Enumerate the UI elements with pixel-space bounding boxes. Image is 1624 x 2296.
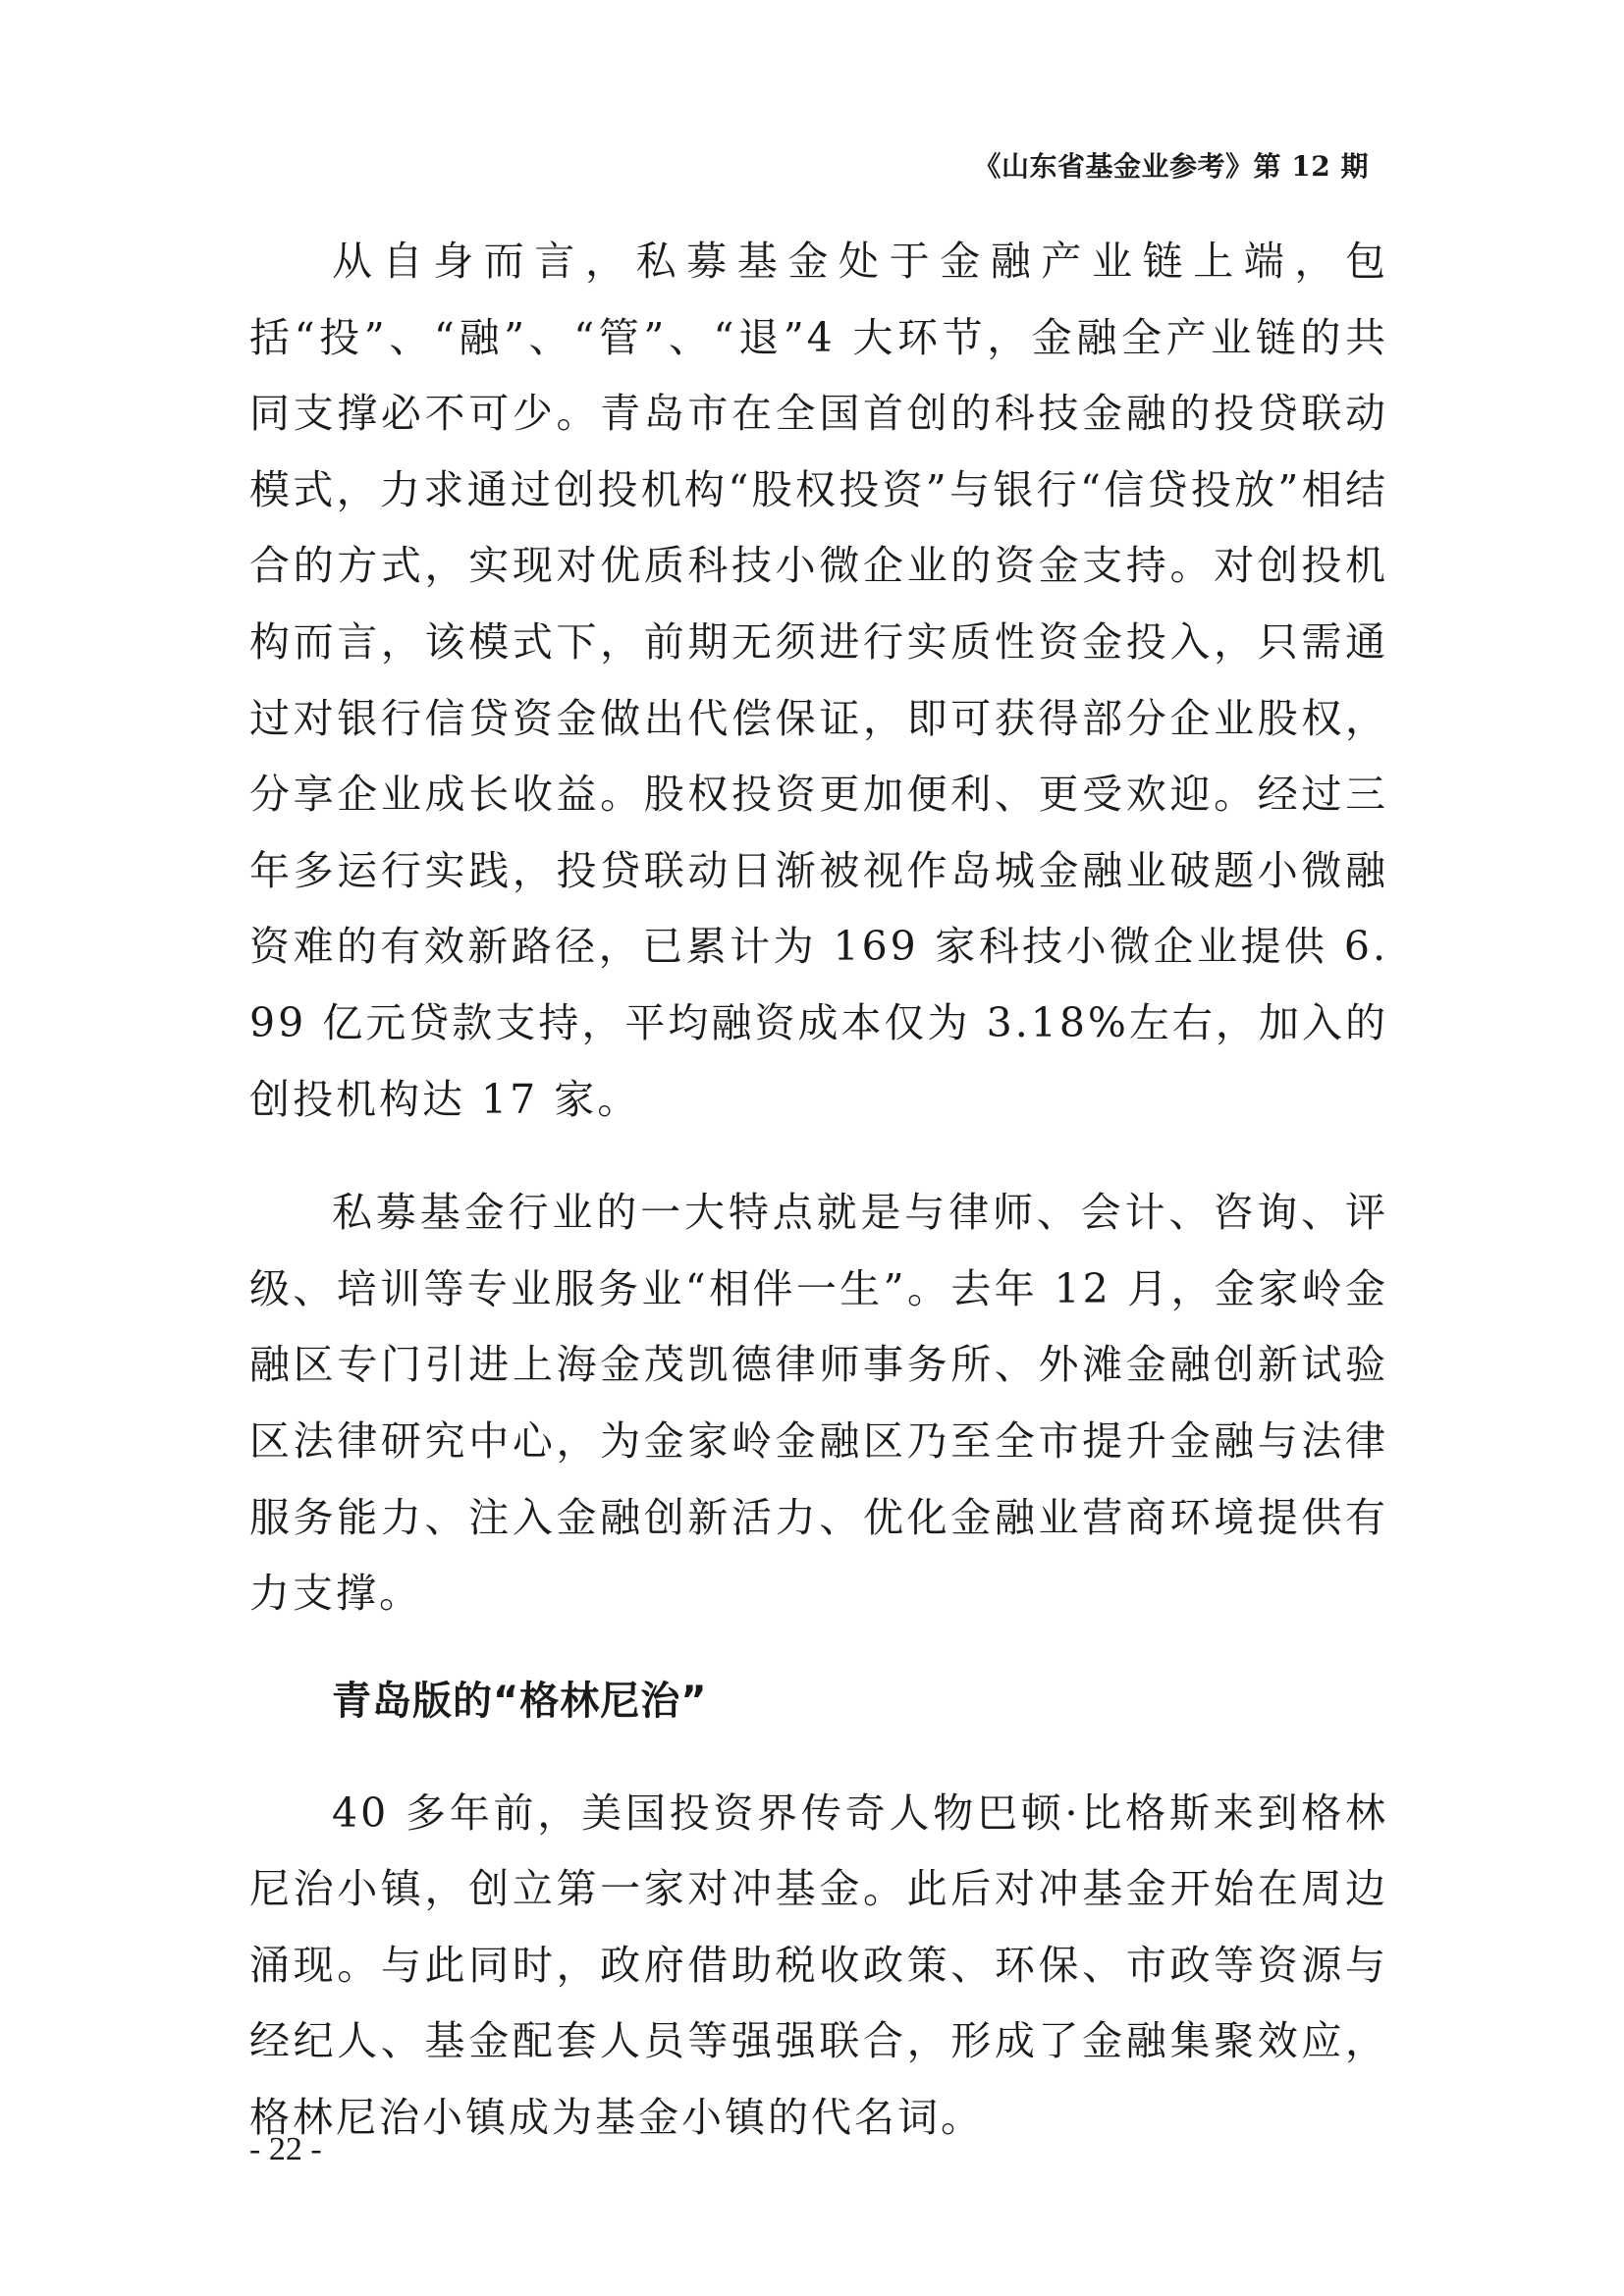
article-body <box>249 224 1388 2157</box>
body-paragraph: 40 多年前，美国投资界传奇人物巴顿·比格斯来到格林尼治小镇，创立第一家对冲基金。此后对冲基金开始在周边涌现。与此同时，政府借助税收政策、环保、市政等资源与经纪人、基金配套人员等强强联合，形成了金融集聚效应，格林尼治小镇成为基金小镇的代名词。 <box>249 1789 1388 2142</box>
page-number: - 22 - <box>249 2131 322 2167</box>
body-paragraph: 私募基金行业的一大特点就是与律师、会计、咨询、评级、培训等专业服务业“相伴一生”。去年 12 月，金家岭金融区专门引进上海金茂凯德律师事务所、外滩金融创新试验区法律研究中心，为金家岭金融区乃至全市提升金融与法律服务能力、注入金融创新活力、优化金融业营商环境提供有力支撑。 <box>249 1189 1388 1618</box>
body-paragraph: 从自身而言，私募基金处于金融产业链上端，包括“投”、“融”、“管”、“退”4 大环节，金融全产业链的共同支撑必不可少。青岛市在全国首创的科技金融的投贷联动模式，力求通过创投机构“股权投资”与银行“信贷投放”相结合的方式，实现对优质科技小微企业的资金支持。对创投机构而言，该模式下，前期无须进行实质性资金投入，只需通过对银行信贷资金做出代偿保证，即可获得部分企业股权，分享企业成长收益。股权投资更加便利、更受欢迎。经过三年多运行实践，投贷联动日渐被视作岛城金融业破题小微融资难的有效新路径，已累计为 169 家科技小微企业提供 6.99 亿元贷款支持，平均融资成本仅为 3.18%左右，加入的创投机构达 17 家。 <box>249 238 1388 1123</box>
section-heading: 青岛版的“格林尼治” <box>332 1678 708 1724</box>
running-header: 《山东省基金业参考》第 12 期 <box>973 150 1369 183</box>
